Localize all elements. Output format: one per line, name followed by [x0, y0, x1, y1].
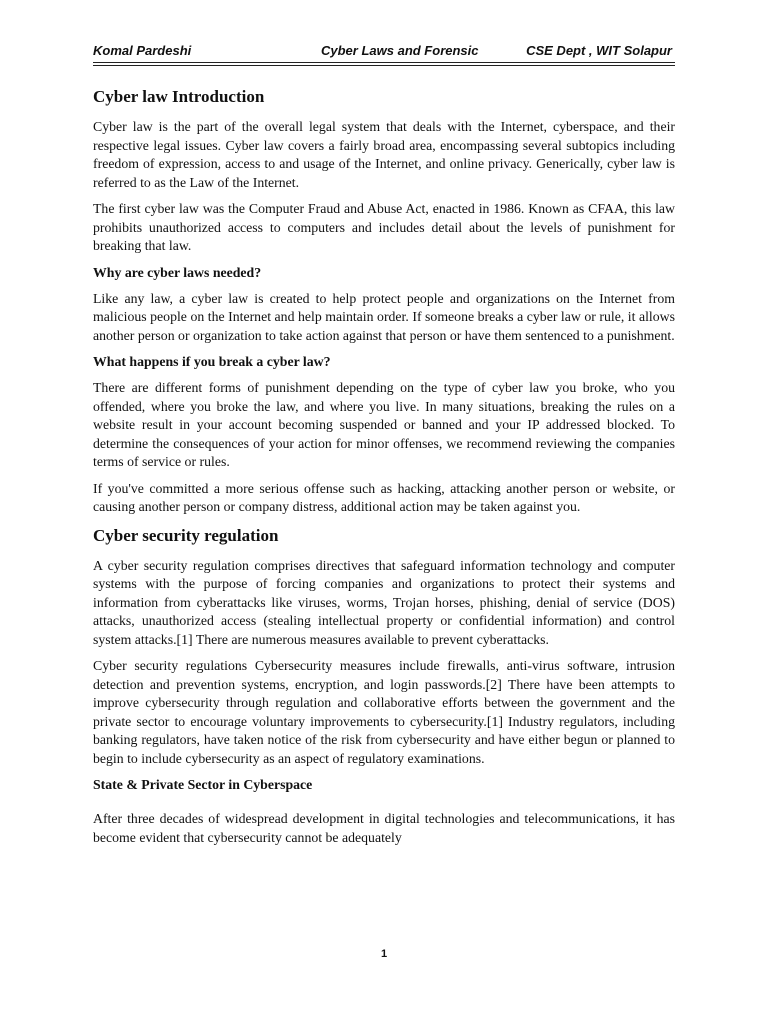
subheading-state-private: State & Private Sector in Cyberspace — [93, 777, 313, 792]
section-title-cyber-law-intro: Cyber law Introduction — [93, 87, 265, 106]
header-author: Komal Pardeshi — [93, 43, 192, 58]
header-rule — [93, 62, 675, 66]
header-dept: CSE Dept , WIT Solapur — [526, 43, 672, 58]
page-header — [93, 42, 675, 62]
document-body — [93, 86, 675, 855]
paragraph: Cyber law is the part of the overall legal system that deals with the Internet, cyberspace, and their respective legal issues. Cyber law covers a fairly broad area, encompassing several subtopics including freedom of expression, access to and usage of the Internet, and online privacy. Generically, cyber law is referred to as the Law of the Internet. — [93, 119, 675, 190]
page-number: 1 — [380, 948, 388, 960]
header-subject: Cyber Laws and Forensic — [321, 43, 479, 58]
paragraph: Like any law, a cyber law is created to help protect people and organizations on the Internet from malicious people on the Internet and help maintain order. If someone breaks a cyber law or rule, it allows another person or organization to take action against that person or have them sentenced to a punishment. — [93, 290, 675, 343]
section-title-cyber-security-regulation: Cyber security regulation — [93, 525, 279, 545]
paragraph: There are different forms of punishment depending on the type of cyber law you broke, who you offended, where you broke the law, and where you live. In many situations, breaking the rules on a website result in your account becoming suspended or banned and your IP addressed blocked. To determine the consequences of your action for minor offenses, we recommend reviewing the companies terms of service or rules. — [93, 380, 675, 469]
paragraph: If you've committed a more serious offense such as hacking, attacking another person or website, or causing another person or company distress, additional action may be taken against you. — [93, 480, 675, 514]
paragraph: The first cyber law was the Computer Fraud and Abuse Act, enacted in 1986. Known as CFAA, this law prohibits unauthorized access to computers and includes detail about the levels of punishment for breaking that law. — [93, 201, 675, 253]
paragraph: After three decades of widespread development in digital technologies and telecommunications, it has become evident that cybersecurity cannot be adequately — [93, 811, 675, 845]
paragraph: A cyber security regulation comprises directives that safeguard information technology and computer systems with the purpose of forcing companies and organizations to protect their systems and information from cyberattacks like viruses, worms, Trojan horses, phishing, denial of service (DOS) attacks, unauthorized access (stealing intellectual property or confidential information) and control system attacks.[1] There are numerous measures available to prevent cyberattacks. — [93, 557, 675, 647]
paragraph: Cyber security regulations Cybersecurity measures include firewalls, anti-virus software, intrusion detection and prevention systems, encryption, and login passwords.[2] There have been attempts to improve cybersecurity through regulation and collaborative efforts between the government and the private sector to encourage voluntary improvements to cybersecurity.[1] Industry regulators, including banking regulators, have taken notice of the risk from cybersecurity and have either begun or planned to begin to include cybersecurity as an aspect of regulatory examinations. — [93, 658, 675, 766]
subheading-break-law: What happens if you break a cyber law? — [93, 354, 331, 369]
subheading-why-needed: Why are cyber laws needed? — [93, 264, 262, 280]
